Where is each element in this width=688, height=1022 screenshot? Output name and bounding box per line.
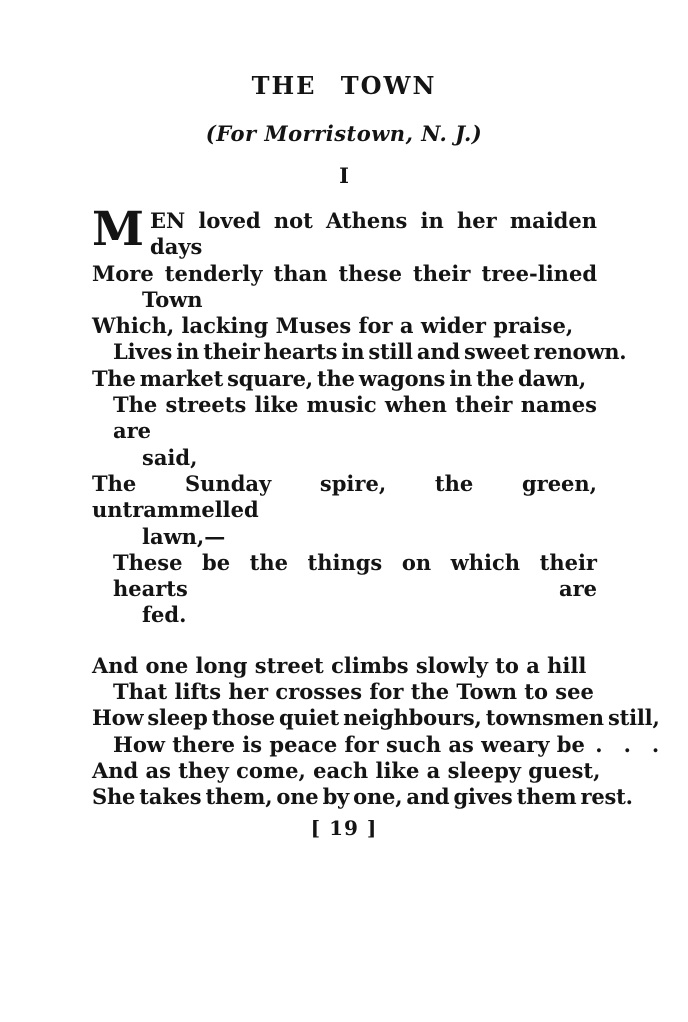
poem-line: How there is peace for such as weary be . . . [113,731,660,757]
poem-line: The Sunday spire, the green, untrammelled [92,470,597,523]
poem-title: THE TOWN [251,71,437,100]
poem-dedication: (For Morristown, N. J.) [205,121,483,146]
poem-line: And one long street climbs slowly to a hill [92,652,587,678]
poem-line: fed. [142,602,187,628]
poem-line: Which, lacking Muses for a wider praise, [92,313,574,339]
stanza [92,652,660,811]
stanza [92,202,627,629]
poem-line: Lives in their hearts in still and sweet renown. [113,339,627,365]
section-numeral: I [339,163,349,188]
poem-line: These be the things on which their hearts are [113,549,597,602]
poem [92,202,660,811]
poem-line: Town [142,286,203,312]
drop-cap-letter: M [92,202,145,257]
poem-line: More tenderly than these their tree-lined [92,260,597,286]
poem-line: That lifts her crosses for the Town to see [113,679,594,705]
poem-line: She takes them, one by one, and gives them rest. [92,784,633,810]
poem-line: How sleep those quiet neighbours, townsmen still, [92,705,660,731]
poem-line: And as they come, each like a sleepy guest, [92,757,601,783]
page-number: [ 19 ] [310,815,378,840]
poem-line: MEN loved not Athens in her maiden days [92,202,597,260]
poem-line: said, [142,444,198,470]
poem-line: The market square, the wagons in the dawn, [92,365,586,391]
poem-line: lawn,— [142,523,226,549]
poem-line: The streets like music when their names are [113,392,597,444]
